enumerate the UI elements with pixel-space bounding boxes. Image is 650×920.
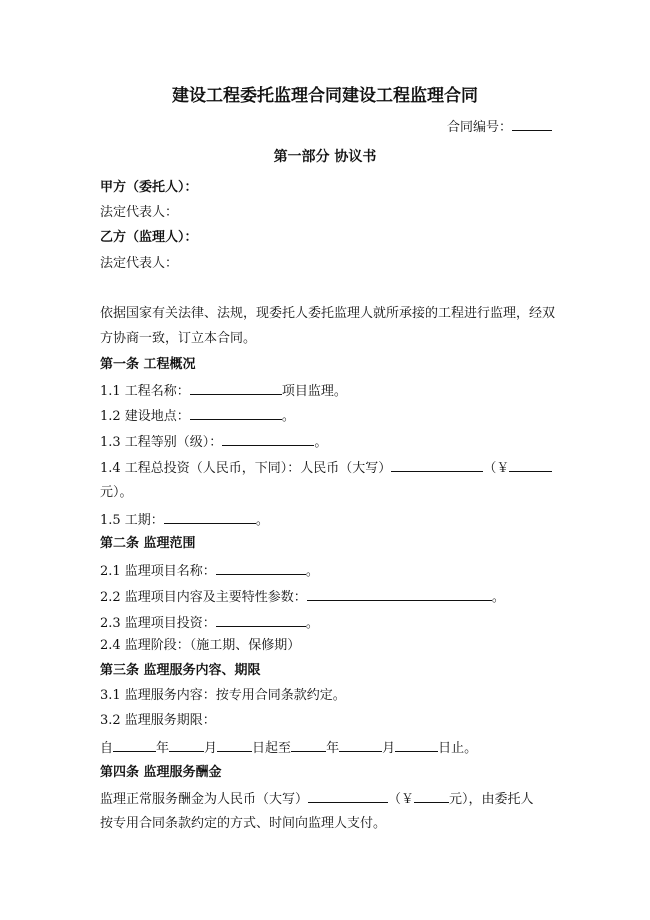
period-day-2: 日止。 — [438, 741, 478, 756]
item-1-3-suffix: 。 — [314, 435, 328, 450]
article-2-heading: 第二条 监理范围 — [100, 536, 196, 551]
item-1-4-label: 1.4 工程总投资（人民币，下同）：人民币（大写） — [100, 461, 392, 476]
item-2-2-suffix: 。 — [491, 590, 505, 605]
item-1-2-label: 1.2 建设地点： — [100, 409, 190, 424]
end-month-blank — [339, 739, 382, 752]
contract-number — [447, 118, 552, 136]
fee-label: 监理正常服务酬金为人民币（大写） — [100, 792, 309, 807]
period-year-1: 年 — [156, 741, 170, 756]
item-2-1-suffix: 。 — [305, 564, 319, 579]
document-title: 建设工程委托监理合同建设工程监理合同 — [172, 86, 478, 106]
item-3-2: 3.2 监理服务期限： — [100, 713, 216, 728]
article-1-heading: 第一条 工程概况 — [100, 357, 196, 372]
item-2-2-label: 2.2 监理项目内容及主要特性参数： — [100, 590, 307, 605]
item-1-5-suffix: 。 — [255, 513, 269, 528]
start-month-blank — [169, 739, 204, 752]
intro-line-2: 方协商一致，订立本合同。 — [100, 331, 257, 346]
item-1-5-label: 1.5 工期： — [100, 513, 164, 528]
period-from: 自 — [100, 741, 114, 756]
supervision-investment-blank — [216, 614, 306, 627]
fee-mid: （￥ — [388, 792, 415, 807]
party-a-representative: 法定代表人： — [100, 205, 179, 220]
fee-suffix: 元），由委托人 — [449, 792, 534, 807]
contract-number-label: 合同编号： — [446, 120, 512, 135]
parameters-blank — [307, 588, 492, 601]
end-day-blank — [395, 739, 438, 752]
item-1-3 — [100, 433, 327, 451]
party-b-representative: 法定代表人： — [100, 256, 179, 271]
item-1-4-cont: 元）。 — [100, 485, 133, 500]
end-year-blank — [291, 739, 326, 752]
part-title: 第一部分 协议书 — [273, 149, 377, 165]
investment-words-blank — [391, 459, 483, 472]
fee-line-1 — [100, 790, 534, 808]
item-2-1 — [100, 562, 319, 580]
item-2-2 — [100, 588, 505, 606]
party-a-label: 甲方（委托人）： — [100, 180, 198, 195]
duration-blank — [164, 511, 256, 524]
fee-amount-blank — [414, 790, 449, 803]
item-1-2-suffix: 。 — [281, 409, 295, 424]
article-4-heading: 第四条 监理服务酬金 — [100, 765, 222, 780]
item-1-1 — [100, 382, 347, 400]
fee-words-blank — [308, 790, 388, 803]
grade-blank — [222, 433, 314, 446]
start-year-blank — [113, 739, 156, 752]
service-period — [100, 739, 477, 757]
item-2-3 — [100, 614, 319, 632]
article-3-heading: 第三条 监理服务内容、期限 — [100, 663, 261, 678]
location-blank — [190, 407, 282, 420]
item-3-1: 3.1 监理服务内容：按专用合同条款约定。 — [100, 688, 346, 703]
project-name-blank — [190, 382, 282, 395]
fee-line-2: 按专用合同条款约定的方式、时间向监理人支付。 — [100, 816, 387, 831]
intro-line-1: 依据国家有关法律、法规，现委托人委托监理人就所承接的工程进行监理，经双 — [100, 306, 556, 321]
item-1-1-label: 1.1 工程名称： — [100, 384, 190, 399]
period-day-1: 日起至 — [252, 741, 292, 756]
item-2-1-label: 2.1 监理项目名称： — [100, 564, 216, 579]
item-1-5 — [100, 511, 269, 529]
supervision-project-blank — [216, 562, 306, 575]
item-2-3-label: 2.3 监理项目投资： — [100, 616, 216, 631]
period-month-2: 月 — [382, 741, 396, 756]
item-1-4 — [100, 459, 552, 477]
item-1-4-mid: （￥ — [483, 461, 510, 476]
period-month-1: 月 — [204, 741, 218, 756]
item-2-4: 2.4 监理阶段：（施工期、保修期） — [100, 638, 301, 653]
party-b-label: 乙方（监理人）： — [100, 230, 198, 245]
start-day-blank — [217, 739, 252, 752]
item-1-2 — [100, 407, 295, 425]
item-2-3-suffix: 。 — [305, 616, 319, 631]
item-1-1-suffix: 项目监理。 — [281, 384, 347, 399]
period-year-2: 年 — [326, 741, 340, 756]
item-1-3-label: 1.3 工程等别（级）： — [100, 435, 223, 450]
investment-amount-blank — [509, 459, 552, 472]
contract-number-blank — [512, 118, 552, 131]
